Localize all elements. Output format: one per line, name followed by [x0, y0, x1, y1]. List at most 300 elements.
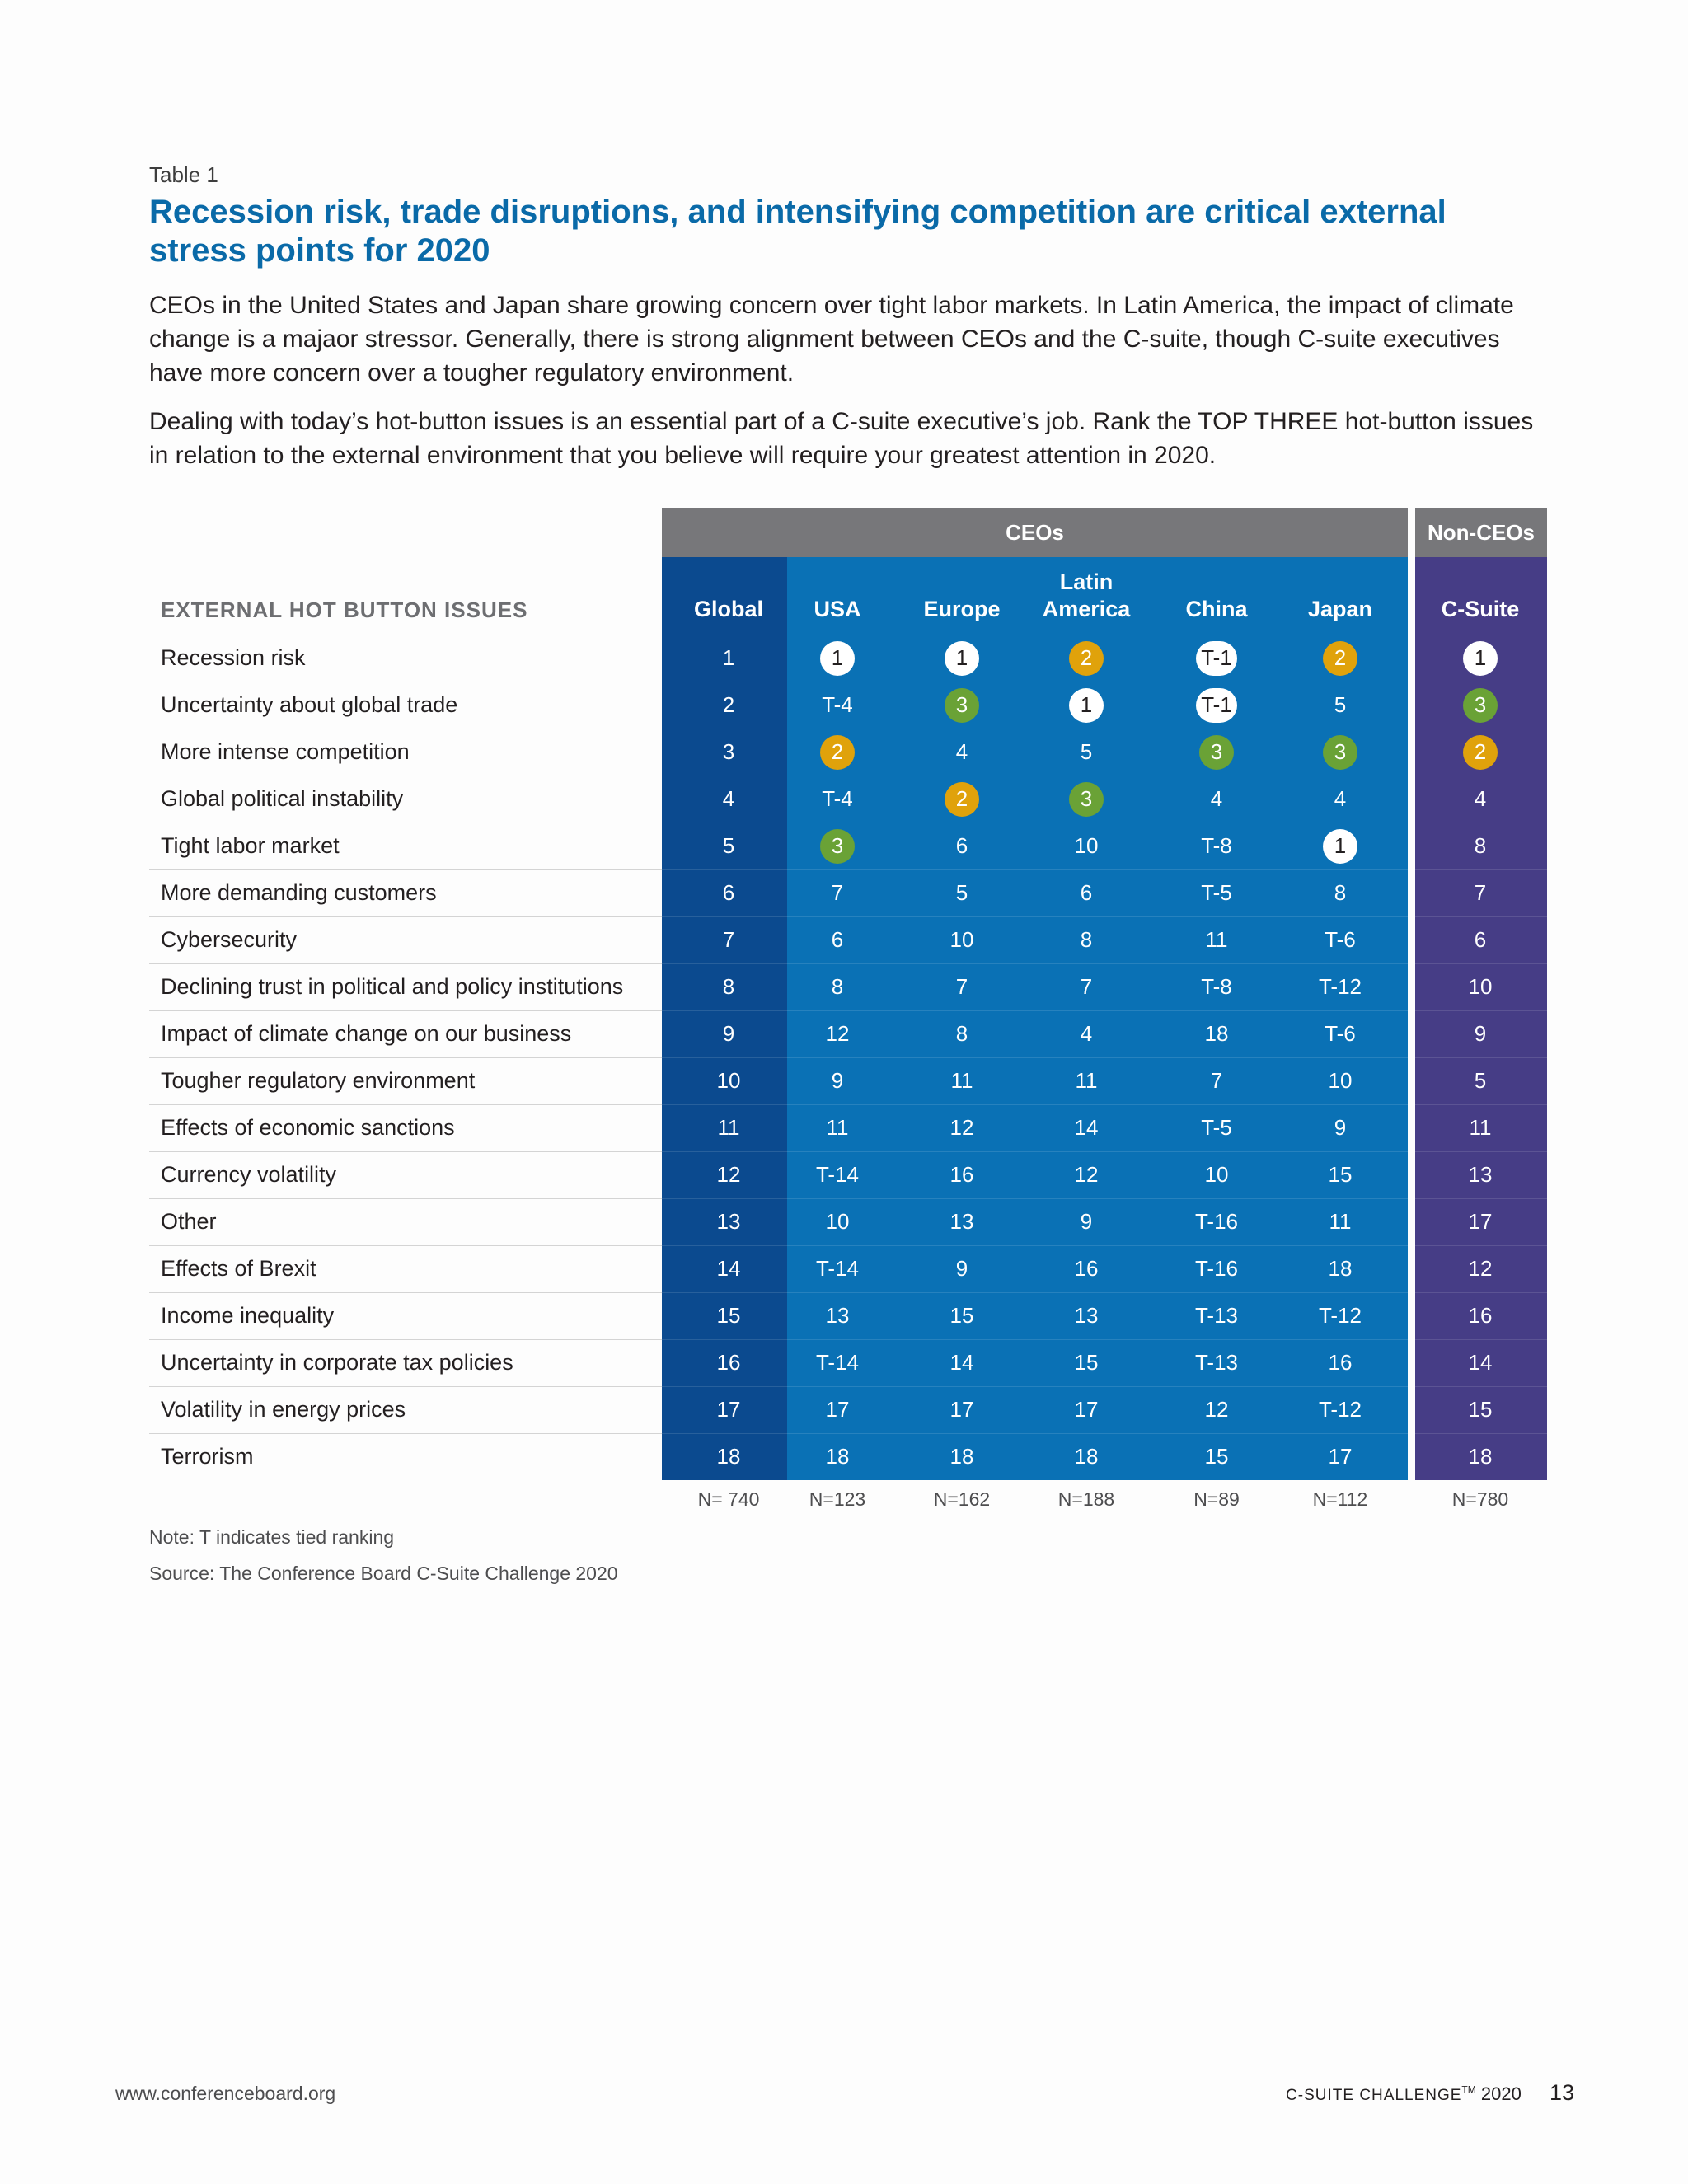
rank-cell — [1278, 1198, 1402, 1245]
table-row — [149, 1292, 1547, 1339]
rank-value: 7 — [722, 927, 735, 952]
rank-cell — [1415, 1198, 1545, 1245]
table-row — [149, 1433, 1547, 1480]
rank-value: 6 — [955, 833, 968, 858]
rank-cell — [667, 1386, 790, 1433]
rank-value: T-16 — [1194, 1256, 1239, 1281]
rank-cell — [1155, 1010, 1278, 1057]
rank-value: T-12 — [1318, 974, 1362, 999]
table-row — [149, 1198, 1547, 1245]
rank-value: 12 — [1074, 1162, 1099, 1187]
rank-value: 4 — [1080, 1021, 1093, 1046]
rank-cell — [1155, 1104, 1278, 1151]
rank-value: 11 — [1205, 927, 1228, 952]
issue-label: Recession risk — [161, 645, 306, 670]
rank-value: 18 — [950, 1444, 974, 1469]
rank-cell — [1415, 1339, 1545, 1386]
rank-value: 7 — [1210, 1068, 1223, 1093]
rank-cell — [667, 1292, 790, 1339]
rank-cell — [1278, 1433, 1402, 1480]
footer-url: www.conferenceboard.org — [115, 2083, 336, 2104]
rank-cell — [667, 823, 790, 869]
rank-value: 17 — [825, 1397, 850, 1422]
rank-cell — [776, 682, 899, 729]
rank-cell — [900, 635, 1024, 682]
rank-cell — [667, 776, 790, 823]
issue-label: Effects of economic sanctions — [161, 1115, 455, 1140]
lead-paragraph: CEOs in the United States and Japan share growing concern over tight labor markets. In Latin America, the impact of climate change is a majaor stressor. Generally, there is strong alignment between CEOs and the C-suite, though C-suite executives have more concern over a tougher regulatory environment. — [149, 292, 1514, 387]
rank-cell — [1025, 1151, 1148, 1198]
rank-cell — [776, 1245, 899, 1292]
rank-value: 16 — [716, 1350, 741, 1375]
rank-value: 11 — [1329, 1209, 1352, 1234]
rank-cell — [1278, 1245, 1402, 1292]
rank-cell — [776, 1292, 899, 1339]
rank-value: 12 — [1204, 1397, 1229, 1422]
rank-cell — [667, 682, 790, 729]
rank-value: 11 — [1075, 1068, 1098, 1093]
rank-cell — [1155, 823, 1278, 869]
table-row — [149, 869, 1547, 916]
rank-cell — [1025, 1433, 1148, 1480]
rank-cell — [1278, 1104, 1402, 1151]
sample-size: N=112 — [1312, 1488, 1368, 1510]
rank-value: 7 — [831, 880, 844, 905]
rank-cell — [776, 1198, 899, 1245]
rank-value: 6 — [1080, 880, 1093, 905]
rank-value: 16 — [950, 1162, 974, 1187]
rank-value: T-5 — [1201, 880, 1232, 905]
top-three-badge: 2 — [1463, 735, 1498, 770]
issue-label: Cybersecurity — [161, 927, 298, 952]
rank-value: 8 — [1080, 927, 1093, 952]
rank-cell — [667, 635, 790, 682]
rank-cell — [1025, 823, 1148, 869]
rank-value: T-14 — [815, 1162, 860, 1187]
rank-value: 12 — [716, 1162, 741, 1187]
rank-value: 3 — [722, 739, 735, 764]
rank-value: 16 — [1328, 1350, 1353, 1375]
rank-cell — [1415, 635, 1545, 682]
rank-value: 8 — [722, 974, 735, 999]
rank-value: T-6 — [1325, 927, 1356, 952]
rank-cell — [1278, 1151, 1402, 1198]
top-three-badge: T-1 — [1196, 641, 1237, 676]
rank-value: 15 — [1468, 1397, 1493, 1422]
rank-cell — [900, 1433, 1024, 1480]
rank-cell — [1278, 729, 1402, 776]
rank-cell — [776, 1151, 899, 1198]
rank-value: 11 — [1469, 1115, 1492, 1140]
rank-cell — [900, 1104, 1024, 1151]
rank-value: 18 — [1328, 1256, 1353, 1281]
issue-label: Declining trust in political and policy institutions — [161, 974, 624, 999]
rank-value: 17 — [716, 1397, 741, 1422]
rank-value: T-8 — [1201, 833, 1232, 858]
rank-value: 10 — [716, 1068, 741, 1093]
column-header-china: China — [1185, 597, 1248, 621]
rank-cell — [776, 1386, 899, 1433]
rank-cell — [1025, 1198, 1148, 1245]
rank-cell — [1415, 1104, 1545, 1151]
top-three-badge: 1 — [1323, 829, 1357, 864]
rank-cell — [1415, 916, 1545, 963]
rank-value: 14 — [950, 1350, 974, 1375]
rank-cell — [1025, 869, 1148, 916]
rank-value: T-5 — [1201, 1115, 1232, 1140]
rank-cell — [1025, 635, 1148, 682]
rank-cell — [900, 729, 1024, 776]
rank-value: T-6 — [1325, 1021, 1356, 1046]
rank-value: T-4 — [822, 692, 853, 717]
rank-value: 4 — [1474, 786, 1487, 811]
rank-value: 15 — [1074, 1350, 1099, 1375]
issue-label: More demanding customers — [161, 880, 437, 905]
rank-value: 8 — [1334, 880, 1347, 905]
rank-cell — [1278, 682, 1402, 729]
group-header-non-ceos: Non-CEOs — [1415, 508, 1547, 557]
rank-cell — [667, 916, 790, 963]
rank-value: 15 — [1328, 1162, 1353, 1187]
footer-brand — [1286, 2080, 1574, 2106]
rank-value: T-8 — [1201, 974, 1232, 999]
rank-value: 17 — [1328, 1444, 1353, 1469]
rank-cell — [900, 1198, 1024, 1245]
rank-cell — [1025, 1245, 1148, 1292]
rank-cell — [1415, 1245, 1545, 1292]
issue-label: Effects of Brexit — [161, 1256, 316, 1281]
rank-cell — [1025, 776, 1148, 823]
issue-label: Income inequality — [161, 1303, 335, 1328]
rank-value: 15 — [716, 1303, 741, 1328]
rank-cell — [667, 1010, 790, 1057]
table-row — [149, 776, 1547, 823]
rank-cell — [1415, 776, 1545, 823]
rank-cell — [1278, 1386, 1402, 1433]
top-three-badge: 3 — [945, 688, 979, 723]
rank-value: 7 — [1080, 974, 1093, 999]
table-row — [149, 1010, 1547, 1057]
top-three-badge: 3 — [1323, 735, 1357, 770]
table-row — [149, 1245, 1547, 1292]
rank-cell — [1155, 1433, 1278, 1480]
issue-label: Global political instability — [161, 786, 404, 811]
column-header-japan: Japan — [1307, 597, 1373, 621]
rank-value: 18 — [1468, 1444, 1493, 1469]
rank-cell — [900, 869, 1024, 916]
rank-cell — [667, 869, 790, 916]
rank-cell — [667, 963, 790, 1010]
rank-value: T-12 — [1318, 1397, 1362, 1422]
rank-value: 10 — [1328, 1068, 1353, 1093]
rank-cell — [1155, 869, 1278, 916]
rank-cell — [900, 1245, 1024, 1292]
page-number: 13 — [1549, 2080, 1574, 2105]
rank-cell — [1415, 729, 1545, 776]
rank-cell — [1415, 869, 1545, 916]
rank-cell — [1278, 1339, 1402, 1386]
table-row — [149, 1057, 1547, 1104]
rank-cell — [1025, 1386, 1148, 1433]
rank-value: 4 — [1334, 786, 1347, 811]
column-header-europe: Europe — [923, 597, 1001, 621]
rank-cell — [900, 1057, 1024, 1104]
rank-cell — [900, 1386, 1024, 1433]
rank-value: 7 — [955, 974, 968, 999]
rank-cell — [1155, 682, 1278, 729]
rank-cell — [900, 776, 1024, 823]
rank-cell — [1025, 729, 1148, 776]
rank-cell — [1278, 635, 1402, 682]
rank-cell — [900, 1151, 1024, 1198]
column-header-c-suite: C-Suite — [1441, 597, 1520, 621]
table-source: Source: The Conference Board C-Suite Challenge 2020 — [149, 1563, 618, 1584]
issue-label: More intense competition — [161, 739, 410, 764]
rank-value: 11 — [826, 1115, 849, 1140]
rank-cell — [667, 1151, 790, 1198]
rank-cell — [1025, 916, 1148, 963]
rank-cell — [1415, 1057, 1545, 1104]
rank-value: 6 — [1474, 927, 1487, 952]
rank-value: 16 — [1468, 1303, 1493, 1328]
rank-cell — [1025, 1292, 1148, 1339]
rank-cell — [776, 776, 899, 823]
row-divider — [149, 1198, 662, 1199]
rank-cell — [900, 682, 1024, 729]
top-three-badge: 1 — [1069, 688, 1104, 723]
table-row — [149, 682, 1547, 729]
rank-value: 8 — [955, 1021, 968, 1046]
table-row — [149, 1339, 1547, 1386]
rank-cell — [1155, 1057, 1278, 1104]
table-row — [149, 1151, 1547, 1198]
survey-question: Dealing with today’s hot-button issues is an essential part of a C-suite executive’s job. Rank the TOP THREE hot-button issues in relation to the external environment that you believe will require your greatest attention in 2020. — [149, 408, 1534, 469]
rank-cell — [1278, 916, 1402, 963]
rank-value: 12 — [950, 1115, 974, 1140]
rank-value: 17 — [950, 1397, 974, 1422]
rank-value: 7 — [1474, 880, 1487, 905]
rank-cell — [1025, 1057, 1148, 1104]
rank-cell — [776, 1339, 899, 1386]
rank-value: 14 — [716, 1256, 741, 1281]
rank-value: 5 — [1334, 692, 1347, 717]
rank-value: 13 — [1468, 1162, 1493, 1187]
rank-value: 4 — [722, 786, 735, 811]
rank-value: 11 — [950, 1068, 973, 1093]
issue-label: Terrorism — [161, 1444, 254, 1469]
rank-value: 5 — [1474, 1068, 1487, 1093]
rank-cell — [776, 635, 899, 682]
rank-value: T-16 — [1194, 1209, 1239, 1234]
rank-cell — [1415, 823, 1545, 869]
sample-size: N=89 — [1193, 1488, 1240, 1510]
rank-value: 14 — [1468, 1350, 1493, 1375]
rank-cell — [776, 1104, 899, 1151]
rank-value: T-12 — [1318, 1303, 1362, 1328]
rank-cell — [776, 1010, 899, 1057]
rank-value: T-13 — [1194, 1303, 1239, 1328]
rank-cell — [1155, 963, 1278, 1010]
issue-label: Other — [161, 1209, 217, 1234]
rank-value: 18 — [1204, 1021, 1229, 1046]
sample-size: N=188 — [1057, 1488, 1115, 1510]
rank-value: 8 — [1474, 833, 1487, 858]
issue-label: Tight labor market — [161, 833, 340, 858]
sample-size: N=123 — [809, 1488, 866, 1510]
rank-value: 10 — [825, 1209, 850, 1234]
rank-cell — [1155, 1198, 1278, 1245]
rank-value: 13 — [950, 1209, 974, 1234]
issue-label: Uncertainty in corporate tax policies — [161, 1350, 513, 1375]
rank-cell — [1155, 1151, 1278, 1198]
rank-value: 4 — [955, 739, 968, 764]
rank-cell — [1415, 1151, 1545, 1198]
rank-cell — [1155, 1245, 1278, 1292]
rank-cell — [1155, 729, 1278, 776]
rank-cell — [1155, 916, 1278, 963]
rank-value: 17 — [1074, 1397, 1099, 1422]
rank-cell — [667, 1104, 790, 1151]
rank-cell — [1155, 1339, 1278, 1386]
rank-value: T-14 — [815, 1350, 860, 1375]
rank-cell — [900, 916, 1024, 963]
rank-value: 9 — [1080, 1209, 1093, 1234]
top-three-badge: 2 — [1069, 641, 1104, 676]
table-row — [149, 729, 1547, 776]
rank-value: T-4 — [822, 786, 853, 811]
rank-value: 1 — [722, 645, 735, 670]
rank-value: 6 — [722, 880, 735, 905]
rank-cell — [1025, 1010, 1148, 1057]
rank-value: 10 — [1468, 974, 1493, 999]
rank-cell — [1278, 1057, 1402, 1104]
rank-cell — [776, 823, 899, 869]
rank-value: 18 — [716, 1444, 741, 1469]
rank-value: 4 — [1210, 786, 1223, 811]
issues-column-header: EXTERNAL HOT BUTTON ISSUES — [161, 598, 528, 622]
table-row — [149, 963, 1547, 1010]
rank-cell — [1025, 963, 1148, 1010]
rank-cell — [776, 1433, 899, 1480]
rank-cell — [1155, 776, 1278, 823]
rank-cell — [776, 916, 899, 963]
rank-value: 9 — [831, 1068, 844, 1093]
rank-value: 2 — [722, 692, 735, 717]
table-label: Table 1 — [149, 162, 218, 187]
rank-cell — [1415, 682, 1545, 729]
rank-cell — [900, 1292, 1024, 1339]
table-row — [149, 916, 1547, 963]
sample-size: N=162 — [933, 1488, 991, 1510]
rank-cell — [1415, 1010, 1545, 1057]
rank-value: 5 — [955, 880, 968, 905]
rank-value: 12 — [1468, 1256, 1493, 1281]
table-row — [149, 1104, 1547, 1151]
rank-value: 18 — [1074, 1444, 1099, 1469]
rank-value: 18 — [825, 1444, 850, 1469]
rank-value: 5 — [1080, 739, 1093, 764]
rank-cell — [1415, 1386, 1545, 1433]
top-three-badge: 3 — [1069, 782, 1104, 817]
table-note: Note: T indicates tied ranking — [149, 1526, 395, 1548]
sample-size-row — [149, 1488, 1547, 1513]
top-three-badge: T-1 — [1196, 688, 1237, 723]
rank-cell — [667, 1339, 790, 1386]
issue-label: Volatility in energy prices — [161, 1397, 406, 1422]
footer-brand-name: C-SUITE CHALLENGE — [1286, 2087, 1462, 2104]
page-title: Recession risk, trade disruptions, and intensifying competition are critical external stress points for 2020 — [149, 194, 1447, 269]
rank-value: 15 — [950, 1303, 974, 1328]
rank-value: 9 — [722, 1021, 735, 1046]
group-header-ceos: CEOs — [662, 508, 1408, 557]
top-three-badge: 2 — [945, 782, 979, 817]
footer-year: 2020 — [1480, 2083, 1522, 2104]
rank-cell — [1278, 776, 1402, 823]
top-three-badge: 1 — [1463, 641, 1498, 676]
sample-size: N=780 — [1451, 1488, 1509, 1510]
rank-cell — [1415, 963, 1545, 1010]
rank-value: 6 — [831, 927, 844, 952]
rank-value: 10 — [1204, 1162, 1229, 1187]
rank-cell — [1025, 682, 1148, 729]
rank-cell — [900, 963, 1024, 1010]
rank-cell — [900, 1339, 1024, 1386]
table-row — [149, 635, 1547, 682]
rank-cell — [776, 729, 899, 776]
top-three-badge: 3 — [1199, 735, 1234, 770]
issue-label: Currency volatility — [161, 1162, 337, 1187]
rank-value: 9 — [1334, 1115, 1347, 1140]
rank-value: 10 — [950, 927, 974, 952]
rank-value: 11 — [717, 1115, 740, 1140]
rank-value: 12 — [825, 1021, 850, 1046]
top-three-badge: 2 — [820, 735, 855, 770]
rank-value: 13 — [825, 1303, 850, 1328]
rank-value: 13 — [1074, 1303, 1099, 1328]
rank-cell — [776, 963, 899, 1010]
rank-value: 13 — [716, 1209, 741, 1234]
rank-cell — [1025, 1339, 1148, 1386]
top-three-badge: 1 — [945, 641, 979, 676]
rank-cell — [1155, 1292, 1278, 1339]
rank-cell — [1278, 823, 1402, 869]
rank-value: 9 — [1474, 1021, 1487, 1046]
column-header-latin-america: Latin America — [1042, 569, 1131, 621]
top-three-badge: 2 — [1323, 641, 1357, 676]
top-three-badge: 3 — [1463, 688, 1498, 723]
rank-cell — [667, 1245, 790, 1292]
table-row — [149, 823, 1547, 869]
rank-cell — [667, 1198, 790, 1245]
trademark-mark: TM — [1461, 2083, 1476, 2096]
sample-size: N= 740 — [697, 1488, 760, 1510]
rank-cell — [1278, 1292, 1402, 1339]
rank-cell — [1278, 1010, 1402, 1057]
table-row — [149, 1386, 1547, 1433]
issue-label: Uncertainty about global trade — [161, 692, 458, 717]
rank-value: 5 — [722, 833, 735, 858]
column-header-usa: USA — [814, 597, 861, 621]
rank-cell — [1025, 1104, 1148, 1151]
rank-value: 17 — [1468, 1209, 1493, 1234]
rank-value: 14 — [1074, 1115, 1099, 1140]
rank-cell — [900, 823, 1024, 869]
rank-cell — [1415, 1433, 1545, 1480]
rank-cell — [776, 869, 899, 916]
rank-cell — [900, 1010, 1024, 1057]
rank-value: 16 — [1074, 1256, 1099, 1281]
rank-cell — [667, 1057, 790, 1104]
